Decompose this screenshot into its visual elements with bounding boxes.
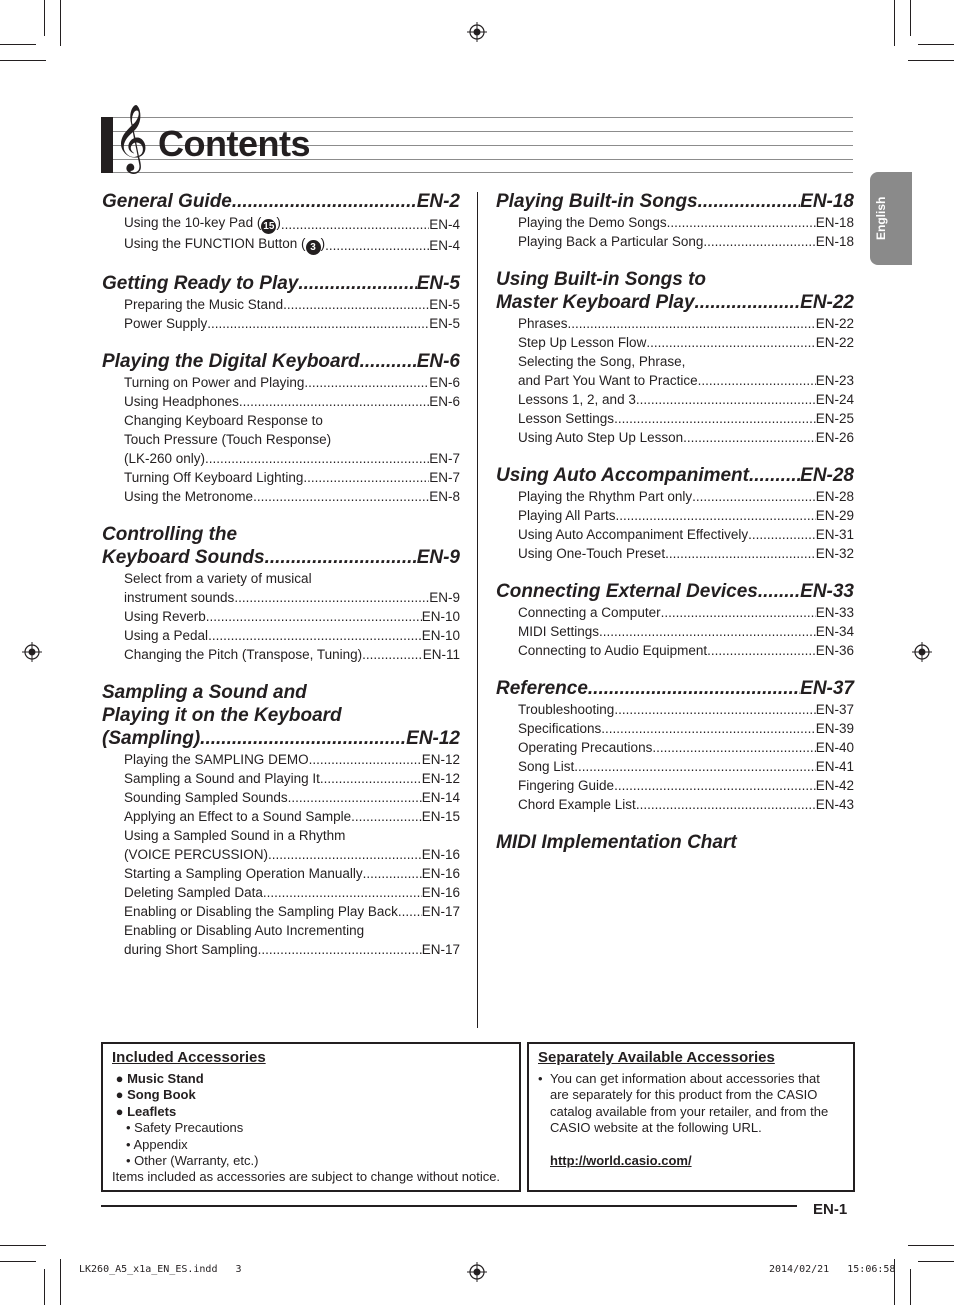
crop-mark — [894, 0, 895, 46]
toc-column-left — [102, 190, 460, 959]
section-heading[interactable]: (Sampling) ..... EN-12 — [102, 727, 460, 750]
toc-section — [496, 677, 854, 814]
crop-mark — [908, 60, 954, 61]
entry-page: EN-39 — [815, 721, 854, 736]
entry-page: EN-37 — [815, 702, 854, 717]
section-heading[interactable]: Using Built-in Songs to — [496, 269, 707, 290]
section-heading[interactable]: Master Keyboard Play ..... EN-22 — [496, 291, 854, 314]
date-slug: 2014/02/21 15:06:58 — [769, 1264, 896, 1275]
entry-page: EN-7 — [429, 470, 460, 485]
toc-entry[interactable]: Changing the Pitch (Transpose, Tuning) ..... EN-11 — [124, 645, 460, 664]
section-page: EN-18 — [800, 191, 854, 212]
entry-page: EN-11 — [422, 647, 460, 662]
toc-entry[interactable]: Using Headphones ..... EN-6 — [124, 392, 460, 411]
toc-entry[interactable]: Connecting a Computer ..... EN-33 — [518, 603, 854, 622]
entry-page: EN-24 — [815, 392, 854, 407]
toc-entry[interactable]: Chord Example List ..... EN-43 — [518, 795, 854, 814]
entry-page: EN-33 — [815, 605, 854, 620]
entry-page: EN-36 — [815, 643, 854, 658]
section-heading[interactable]: Controlling the — [102, 524, 238, 545]
language-tab — [870, 172, 912, 265]
crop-mark — [44, 0, 45, 36]
entry-page: EN-5 — [429, 297, 460, 312]
crop-mark — [60, 1259, 61, 1305]
accessory-item: ● Song Book — [112, 1087, 196, 1103]
toc-entry[interactable]: Sampling a Sound and Playing It ..... EN-12 — [124, 769, 460, 788]
toc-entry[interactable]: Using the FUNCTION Button ( 3 ) ..... EN-4 — [124, 234, 460, 255]
entry-page: EN-17 — [421, 904, 460, 919]
separate-accessories-title: Separately Available Accessories — [538, 1049, 775, 1066]
toc-entry[interactable]: Applying an Effect to a Sound Sample ..... EN-15 — [124, 807, 460, 826]
entry-page: EN-22 — [815, 316, 854, 331]
toc-entry[interactable]: Using Auto Step Up Lesson ..... EN-26 — [518, 428, 854, 447]
separate-accessories-box — [527, 1042, 855, 1192]
entry-page: EN-18 — [815, 215, 854, 230]
accessory-sub-item: • Appendix — [126, 1136, 188, 1152]
toc-section — [496, 831, 854, 854]
entry-page: EN-7 — [429, 451, 460, 466]
included-accessories-title: Included Accessories — [112, 1049, 266, 1066]
toc-entry[interactable]: Playing Back a Particular Song ..... EN-18 — [518, 232, 854, 251]
accessory-item: ● Music Stand — [112, 1071, 204, 1086]
entry-page: EN-18 — [815, 234, 854, 249]
section-heading[interactable]: Playing Built-in Songs ..... EN-18 — [496, 190, 854, 213]
crop-mark — [44, 1269, 45, 1305]
toc-section — [496, 580, 854, 660]
language-tab-label: English — [874, 196, 888, 240]
crop-mark — [0, 1245, 46, 1246]
toc-entry[interactable]: Selecting the Song, Phrase, and Part You Want to Practice ..... EN-23 — [518, 352, 854, 390]
entry-page: EN-31 — [815, 527, 854, 542]
toc-entry[interactable]: Using One-Touch Preset ..... EN-32 — [518, 544, 854, 563]
section-page: EN-2 — [416, 191, 460, 212]
section-page: EN-22 — [800, 292, 854, 313]
section-page: EN-6 — [416, 351, 460, 372]
toc-entry[interactable]: Fingering Guide ..... EN-42 — [518, 776, 854, 795]
treble-clef-icon: 𝄞 — [114, 103, 149, 171]
entry-page: EN-22 — [815, 335, 854, 350]
toc-entry[interactable]: Playing the Demo Songs ..... EN-18 — [518, 213, 854, 232]
entry-page: EN-43 — [815, 797, 854, 812]
toc-entry[interactable]: Starting a Sampling Operation Manually ..... EN-16 — [124, 864, 460, 883]
toc-entry[interactable]: Power Supply ..... EN-5 — [124, 314, 460, 333]
page-title: Contents — [158, 123, 310, 164]
entry-page: EN-12 — [421, 752, 460, 767]
toc-entry[interactable]: Lessons 1, 2, and 3 ..... EN-24 — [518, 390, 854, 409]
toc-entry[interactable]: Using a Sampled Sound in a Rhythm (VOICE PERCUSSION) ..... EN-16 — [124, 826, 460, 864]
section-page: EN-9 — [416, 547, 460, 568]
registration-mark-icon — [912, 642, 932, 662]
section-heading[interactable]: General Guide ..... EN-2 — [102, 190, 460, 213]
toc-entry[interactable]: Changing Keyboard Response to Touch Pressure (Touch Response) (LK-260 only) ..... EN-7 — [124, 411, 460, 468]
title-bar — [101, 117, 113, 173]
toc-entry[interactable]: Song List ..... EN-41 — [518, 757, 854, 776]
crop-mark — [0, 1261, 36, 1262]
registration-mark-icon — [467, 22, 487, 42]
section-page: EN-12 — [406, 728, 460, 749]
entry-page: EN-4 — [429, 238, 460, 253]
registration-mark-icon — [22, 642, 42, 662]
entry-page: EN-8 — [429, 489, 460, 504]
page-number: EN-1 — [813, 1201, 848, 1218]
toc-entry[interactable]: Deleting Sampled Data ..... EN-16 — [124, 883, 460, 902]
toc-entry[interactable]: Using Reverb ..... EN-10 — [124, 607, 460, 626]
section-heading[interactable]: Sampling a Sound and Playing it on the Keyboard — [102, 682, 342, 726]
accessory-item: ● Leaflets — [112, 1103, 177, 1119]
section-page: EN-5 — [416, 273, 460, 294]
toc-entry[interactable]: Connecting to Audio Equipment ..... EN-36 — [518, 641, 854, 660]
section-heading[interactable]: Keyboard Sounds ..... EN-9 — [102, 546, 460, 569]
entry-page: EN-9 — [429, 590, 460, 605]
toc-section — [102, 350, 460, 506]
section-heading[interactable]: Using Auto Accompaniment ..... EN-28 — [496, 464, 854, 487]
toc-entry[interactable]: Playing the SAMPLING DEMO ..... EN-12 — [124, 750, 460, 769]
toc-section — [496, 464, 854, 563]
section-page: EN-28 — [800, 465, 854, 486]
toc-entry[interactable]: Using Auto Accompaniment Effectively ..... EN-31 — [518, 525, 854, 544]
accessory-sub-item: • Safety Precautions — [126, 1120, 244, 1136]
section-heading[interactable]: MIDI Implementation Chart — [496, 832, 737, 853]
toc-entry[interactable]: Specifications ..... EN-39 — [518, 719, 854, 738]
casio-url-link[interactable]: http://world.casio.com/ — [550, 1152, 692, 1168]
toc-entry[interactable]: MIDI Settings ..... EN-34 — [518, 622, 854, 641]
accessory-sub-item: • Other (Warranty, etc.) — [126, 1153, 259, 1169]
toc-entry[interactable]: Turning Off Keyboard Lighting ..... EN-7 — [124, 468, 460, 487]
toc-entry[interactable]: Phrases ..... EN-22 — [518, 314, 854, 333]
entry-page: EN-10 — [421, 628, 460, 643]
entry-page: EN-12 — [421, 771, 460, 786]
toc-section — [102, 681, 460, 959]
toc-entry[interactable]: Sounding Sampled Sounds ..... EN-14 — [124, 788, 460, 807]
section-heading[interactable]: Connecting External Devices ..... EN-33 — [496, 580, 854, 603]
toc-entry[interactable]: Enabling or Disabling Auto Incrementing during Short Sampling ..... EN-17 — [124, 921, 460, 959]
included-accessories-box — [101, 1042, 521, 1192]
toc-column-right — [496, 190, 854, 854]
toc-entry[interactable]: Playing All Parts ..... EN-29 — [518, 506, 854, 525]
registration-mark-icon — [467, 1262, 487, 1282]
section-heading[interactable]: Reference ..... EN-37 — [496, 677, 854, 700]
crop-mark — [918, 44, 954, 45]
toc-section — [496, 190, 854, 251]
entry-page: EN-5 — [429, 316, 460, 331]
toc-entry[interactable]: Using the 10-key Pad ( 15 ) ..... EN-4 — [124, 213, 460, 234]
toc-section — [102, 190, 460, 255]
crop-mark — [0, 44, 36, 45]
entry-page: EN-17 — [421, 942, 460, 957]
entry-page: EN-40 — [815, 740, 854, 755]
toc-entry[interactable]: Using a Pedal ..... EN-10 — [124, 626, 460, 645]
toc-entry[interactable]: Enabling or Disabling the Sampling Play Back ..... EN-17 — [124, 902, 460, 921]
entry-page: EN-14 — [421, 790, 460, 805]
entry-page: EN-41 — [815, 759, 854, 774]
button-number-badge: 3 — [306, 240, 321, 255]
entry-page: EN-16 — [421, 847, 460, 862]
toc-entry[interactable]: Turning on Power and Playing ..... EN-6 — [124, 373, 460, 392]
footer-rule — [101, 1205, 797, 1207]
entry-page: EN-4 — [429, 217, 460, 232]
crop-mark — [60, 0, 61, 46]
entry-page: EN-26 — [815, 430, 854, 445]
toc-entry[interactable]: Select from a variety of musical instrument sounds ..... EN-9 — [124, 569, 460, 607]
section-heading[interactable]: Getting Ready to Play ..... EN-5 — [102, 272, 460, 295]
crop-mark — [918, 1261, 954, 1262]
file-slug: LK260_A5_x1a_EN_ES.indd 3 — [79, 1264, 242, 1275]
toc-entry[interactable]: Preparing the Music Stand ..... EN-5 — [124, 295, 460, 314]
section-page: EN-37 — [800, 678, 854, 699]
toc-entry[interactable]: Playing the Rhythm Part only ..... EN-28 — [518, 487, 854, 506]
entry-page: EN-25 — [815, 411, 854, 426]
column-divider — [477, 192, 478, 1028]
toc-section — [496, 268, 854, 447]
section-page: EN-33 — [800, 581, 854, 602]
crop-mark — [910, 0, 911, 36]
entry-page: EN-29 — [815, 508, 854, 523]
toc-entry[interactable]: Operating Precautions ..... EN-40 — [518, 738, 854, 757]
toc-entry[interactable]: Troubleshooting ..... EN-37 — [518, 700, 854, 719]
entry-page: EN-6 — [429, 394, 460, 409]
accessory-note: Items included as accessories are subject to change without notice. — [112, 1169, 501, 1185]
entry-page: EN-10 — [421, 609, 460, 624]
toc-entry[interactable]: Step Up Lesson Flow ..... EN-22 — [518, 333, 854, 352]
entry-page: EN-28 — [815, 489, 854, 504]
separate-accessories-text: • You can get information about accessories that are separately for this product from the CASIO catalog available from your retailer, and from the CASIO website at the following URL. — [538, 1071, 829, 1136]
crop-mark — [908, 1245, 954, 1246]
entry-page: EN-15 — [421, 809, 460, 824]
entry-page: EN-32 — [815, 546, 854, 561]
crop-mark — [0, 60, 46, 61]
entry-page: EN-42 — [815, 778, 854, 793]
entry-page: EN-6 — [429, 375, 460, 390]
toc-section — [102, 523, 460, 664]
entry-page: EN-34 — [815, 624, 854, 639]
entry-page: EN-23 — [815, 373, 854, 388]
toc-entry[interactable]: Using the Metronome ..... EN-8 — [124, 487, 460, 506]
section-heading[interactable]: Playing the Digital Keyboard ..... EN-6 — [102, 350, 460, 373]
toc-section — [102, 272, 460, 333]
button-number-badge: 15 — [263, 221, 275, 232]
entry-page: EN-16 — [421, 885, 460, 900]
entry-page: EN-16 — [421, 866, 460, 881]
toc-entry[interactable]: Lesson Settings ..... EN-25 — [518, 409, 854, 428]
crop-mark — [910, 1269, 911, 1305]
